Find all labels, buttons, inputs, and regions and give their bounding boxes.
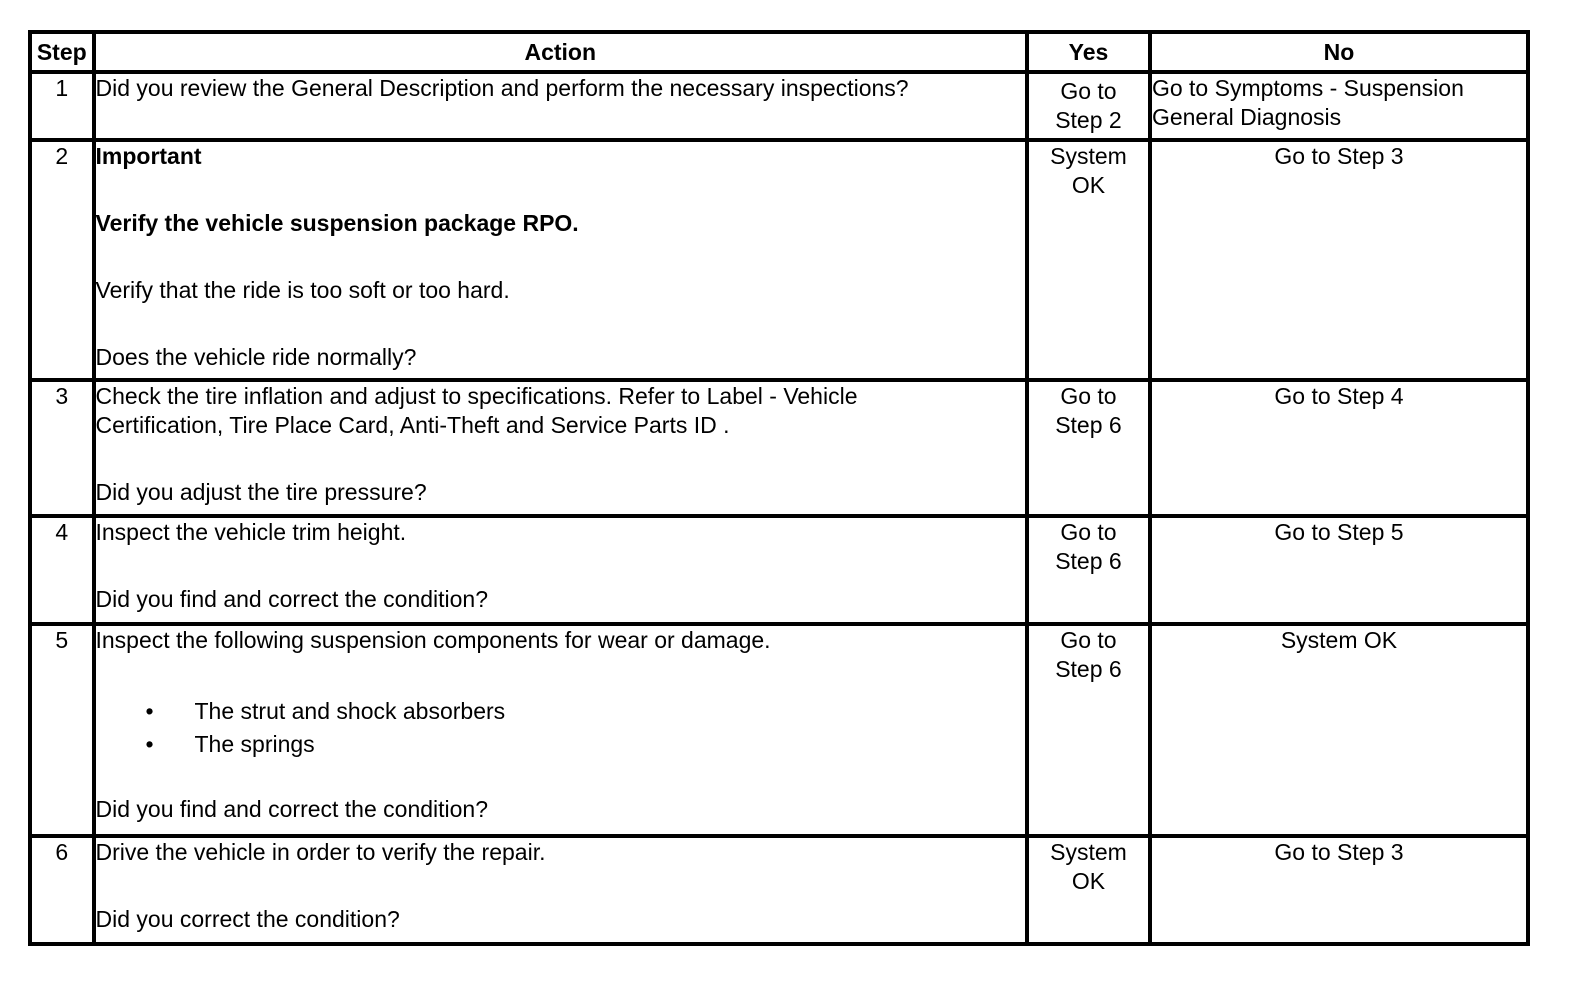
table-row (30, 140, 1528, 380)
table-row (30, 836, 1528, 944)
no-cell (1150, 380, 1528, 516)
action-question: Did you correct the condition? (95, 906, 400, 932)
no-text: Go to Step 5 (1274, 519, 1404, 545)
table-row (30, 380, 1528, 516)
table-row (30, 516, 1528, 624)
bullet-icon: • (145, 698, 154, 724)
action-question: Did you adjust the tire pressure? (95, 479, 427, 505)
action-text: Check the tire inflation and adjust to specifications. Refer to Label - Vehicle (95, 383, 858, 409)
action-cell (94, 380, 1027, 516)
yes-cell (1027, 836, 1150, 944)
header-row (30, 32, 1528, 72)
step-number: 2 (30, 140, 94, 380)
action-question: Did you find and correct the condition? (95, 586, 489, 612)
action-cell (94, 836, 1027, 944)
no-text: Go to Step 3 (1274, 143, 1404, 169)
header-no: No (1150, 32, 1528, 72)
component-list (96, 695, 1025, 761)
yes-text: Step 6 (1055, 548, 1122, 574)
yes-cell (1027, 516, 1150, 624)
yes-text: OK (1071, 868, 1106, 894)
yes-text: Step 6 (1055, 412, 1122, 438)
action-question: Does the vehicle ride normally? (95, 344, 417, 370)
action-text: Inspect the following suspension components for wear or damage. (95, 627, 771, 653)
step-number: 6 (30, 836, 94, 944)
yes-text: System (1050, 143, 1127, 169)
action-question: Did you find and correct the condition? (95, 796, 489, 822)
action-cell (94, 516, 1027, 624)
list-item (96, 695, 1025, 728)
important-heading: Important (95, 143, 202, 169)
action-text: Did you review the General Description and perform the necessary inspections? (95, 75, 909, 101)
action-text: Verify that the ride is too soft or too hard. (95, 277, 510, 303)
list-item-label: The springs (194, 731, 315, 757)
no-cell (1150, 624, 1528, 836)
no-text: Go to Step 4 (1274, 383, 1404, 409)
list-item (96, 728, 1025, 761)
yes-text: Go to (1060, 383, 1117, 409)
yes-text: Step 6 (1055, 656, 1122, 682)
yes-cell (1027, 624, 1150, 836)
yes-text: Step 2 (1055, 107, 1122, 133)
table-row (30, 72, 1528, 140)
step-number: 4 (30, 516, 94, 624)
yes-text: Go to (1060, 519, 1117, 545)
step-number: 3 (30, 380, 94, 516)
header-step: Step (30, 32, 94, 72)
important-note: Verify the vehicle suspension package RPO. (95, 210, 579, 236)
step-number: 1 (30, 72, 94, 140)
list-item-label: The strut and shock absorbers (194, 698, 506, 724)
action-cell (94, 140, 1027, 380)
no-text: System OK (1280, 627, 1398, 653)
no-cell (1150, 836, 1528, 944)
diagnostic-table (28, 30, 1530, 946)
no-cell (1150, 72, 1528, 140)
action-text: Certification, Tire Place Card, Anti-Theft and Service Parts ID . (95, 412, 730, 438)
yes-cell (1027, 380, 1150, 516)
header-action: Action (94, 32, 1027, 72)
no-text: Go to Step 3 (1274, 839, 1404, 865)
yes-cell (1027, 140, 1150, 380)
action-text: Inspect the vehicle trim height. (95, 519, 407, 545)
yes-cell (1027, 72, 1150, 140)
no-text: Go to Symptoms - Suspension (1151, 75, 1464, 101)
no-cell (1150, 516, 1528, 624)
action-cell (94, 624, 1027, 836)
yes-text: OK (1071, 172, 1106, 198)
action-text: Drive the vehicle in order to verify the repair. (95, 839, 546, 865)
yes-text: System (1050, 839, 1127, 865)
no-text: General Diagnosis (1151, 104, 1342, 130)
header-yes: Yes (1027, 32, 1150, 72)
yes-text: Go to (1060, 78, 1117, 104)
yes-text: Go to (1060, 627, 1117, 653)
step-number: 5 (30, 624, 94, 836)
no-cell (1150, 140, 1528, 380)
bullet-icon: • (145, 731, 154, 757)
action-cell (94, 72, 1027, 140)
table-row (30, 624, 1528, 836)
